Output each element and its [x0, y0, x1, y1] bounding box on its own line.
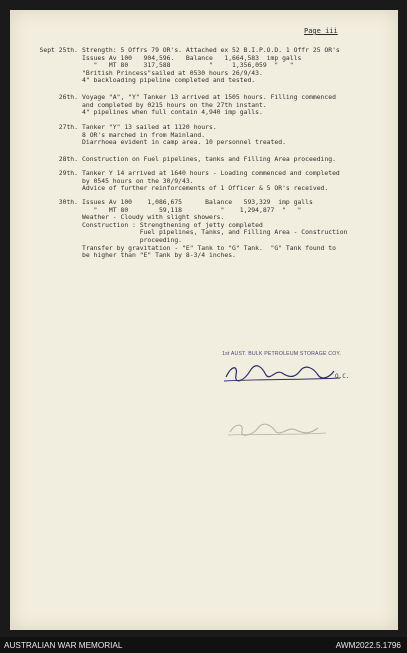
entry-line: Issues Av 100 1,086,675 Balance 593,329 imp galls [82, 198, 313, 206]
entry-body [82, 94, 336, 117]
entry-line: Tanker "Y" 13 sailed at 1120 hours. [82, 123, 217, 131]
entry-line: " MT 80 59,118 " 1,294,877 " " [82, 205, 302, 214]
entry-line: " MT 80 317,588 " 1,356,059 " " [82, 61, 294, 70]
entry-line: Fuel pipelines, Tanks, and Filling Area - Construction [82, 228, 348, 237]
archive-footer [0, 637, 407, 653]
unit-stamp: 1st AUST. BULK PETROLEUM STORAGE COY. [222, 351, 342, 357]
entry-line: Strength: 5 Offrs 79 OR's. Attached ex 52 B.I.P.O.D. 1 Offr 25 OR's [82, 46, 340, 54]
archive-reference: AWM2022.5.1796 [335, 641, 401, 650]
entry-body [82, 124, 286, 147]
entry-line: Voyage "A", "Y" Tanker 13 arrived at 1505 hours. Filling commenced [82, 93, 336, 101]
entry-line: Issues Av 100 904,596. Balance 1,664,583 imp galls [82, 53, 302, 62]
page-number: Page iii [304, 27, 338, 35]
entry-body [82, 156, 336, 164]
entry-line: Transfer by gravitation - "E" Tank to "G" Tank. "G" Tank found to [82, 243, 336, 252]
entry-line: Weather - Cloudy with slight showers. [82, 213, 225, 222]
entry-date: Sept 25th. [39, 46, 78, 54]
entry-line: proceeding. [82, 235, 183, 244]
oc-label: O.C. [335, 373, 350, 380]
entry-line: Diarrhoea evident in camp area. 10 personnel treated. [82, 138, 286, 147]
entry-date: 26th. [58, 93, 78, 101]
entry-date: 28th. [58, 155, 78, 163]
entry-line: Tanker Y 14 arrived at 1640 hours - Loading commenced and completed [82, 169, 340, 177]
archive-name: AUSTRALIAN WAR MEMORIAL [4, 641, 123, 650]
entry-date: 30th. [58, 198, 78, 206]
entry-body [82, 170, 340, 193]
entry-line: 4" pipelines when full contain 4,940 imp galls. [82, 108, 263, 117]
signature-ghost [226, 418, 336, 438]
entry-line: 8 OR's marched in from Mainland. [82, 130, 206, 139]
entry-body [82, 47, 340, 85]
entry-line: Construction : Strengthening of jetty completed [82, 220, 263, 229]
entry-line: by 0545 hours on the 30/9/43. [82, 176, 194, 185]
entry-line: Advice of further reinforcements of 1 Officer & 5 OR's received. [82, 184, 329, 193]
entry-body [82, 199, 347, 260]
entry-line: 4" backloading pipeline completed and tested. [82, 76, 256, 85]
entry-line: be higher than "E" Tank by 8-3/4 inches. [82, 251, 236, 260]
entry-date: 27th. [58, 123, 78, 131]
entry-date: 29th. [58, 169, 78, 177]
entry-line: and completed by 0215 hours on the 27th instant. [82, 100, 267, 109]
entry-line: "British Princess"sailed at 0530 hours 26/9/43. [82, 68, 263, 77]
signature [222, 359, 362, 385]
entry-line: Construction on Fuel pipelines, tanks and Filling Area proceeding. [82, 155, 336, 163]
